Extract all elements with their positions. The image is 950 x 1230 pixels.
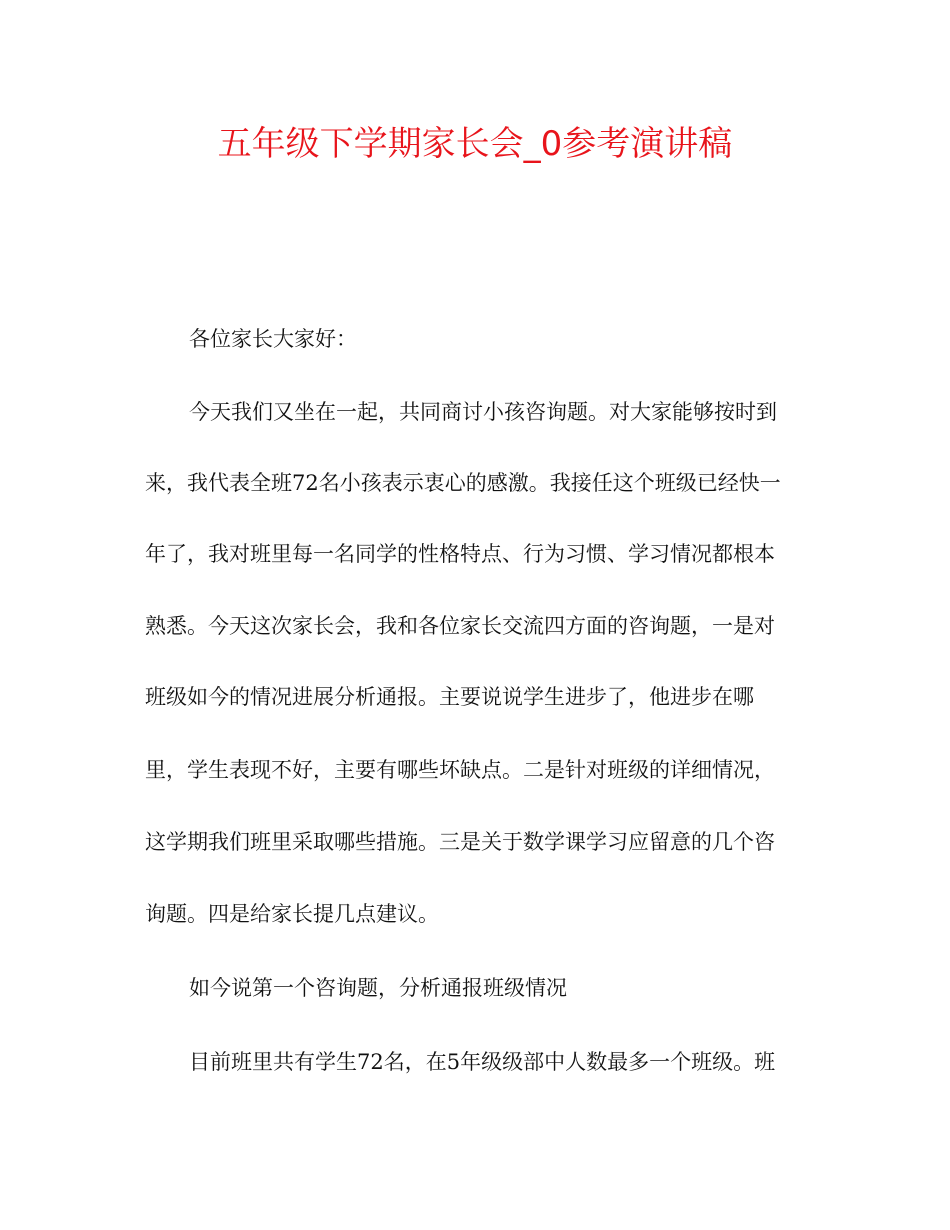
- section-heading-line: 如今说第一个咨询题，分析通报班级情况: [189, 976, 567, 1000]
- paragraph-line: 今天我们又坐在一起，共同商讨小孩咨询题。对大家能够按时到: [189, 400, 777, 424]
- greeting-line: 各位家长大家好：: [189, 327, 357, 351]
- paragraph-line: 询题。四是给家长提几点建议。: [145, 902, 439, 926]
- paragraph-line: 年了，我对班里每一名同学的性格特点、行为习惯、学习情况都根本: [145, 542, 775, 566]
- paragraph-line: 来，我代表全班72名小孩表示衷心的感激。我接任这个班级已经快一: [145, 471, 781, 495]
- paragraph-line: 里，学生表现不好，主要有哪些坏缺点。二是针对班级的详细情况，: [145, 758, 775, 782]
- paragraph-line: 目前班里共有学生72名，在5年级级部中人数最多一个班级。班: [189, 1050, 776, 1074]
- paragraph-line: 熟悉。今天这次家长会，我和各位家长交流四方面的咨询题，一是对: [145, 614, 775, 638]
- paragraph-line: 这学期我们班里采取哪些措施。三是关于数学课学习应留意的几个咨: [145, 830, 775, 854]
- document-title: 五年级下学期家长会_0参考演讲稿: [217, 124, 733, 164]
- paragraph-line: 班级如今的情况进展分析通报。主要说说学生进步了，他进步在哪: [145, 685, 754, 709]
